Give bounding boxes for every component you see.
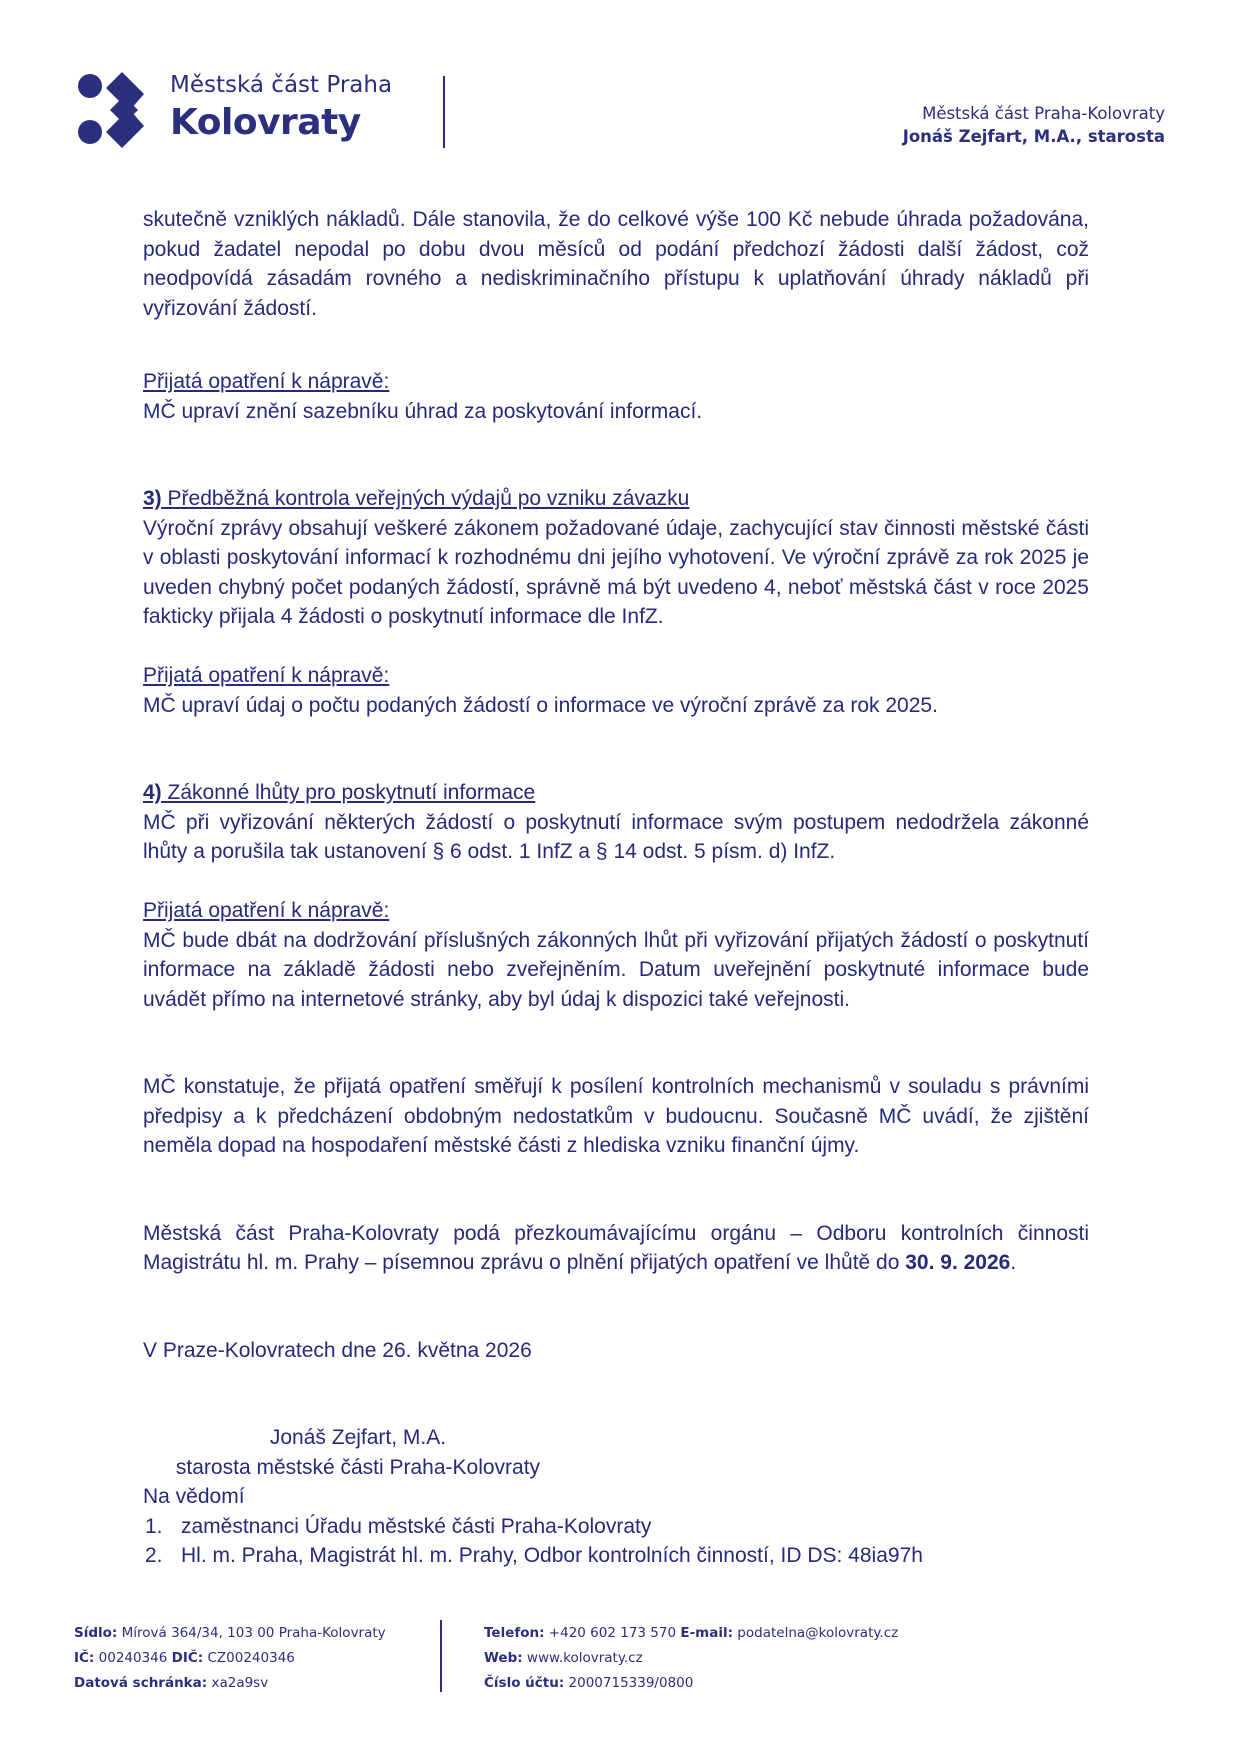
footer-sidlo [74,1621,386,1646]
cc-label: Na vědomí [143,1485,245,1508]
cc-list-item [143,1512,1089,1542]
letter-body [143,205,1089,1571]
footer-dic-label: DIČ: [171,1650,204,1666]
footer-sidlo-value: Mírová 364/34, 103 00 Praha-Kolovraty [117,1625,386,1641]
org-wordmark [170,74,392,141]
header-sender-person: Jonáš Zejfart, M.A., starosta [902,127,1165,146]
footer-ids [74,1646,386,1671]
footer-account [484,1671,898,1696]
footer-address-block [74,1621,386,1696]
cc-list [143,1512,1089,1571]
section-3-heading [143,484,1089,514]
measures-text-2: MČ upraví údaj o počtu podaných žádostí o informace ve výroční zprávě za rok 2025. [143,693,938,717]
report-deadline: 30. 9. 2026 [905,1251,1011,1274]
footer-account-value: 2000715339/0800 [564,1675,694,1691]
footer-sidlo-label: Sídlo: [74,1625,118,1641]
cc-list-number: 1. [145,1514,163,1538]
report-paragraph [143,1219,1089,1278]
section-4-text: MČ při vyřizování některých žádostí o poskytnutí informace svým postupem nedodržela zákonné lhůty a porušila tak ustanovení § 6 odst. 1 InfZ a § 14 odst. 5 písm. d) InfZ. [143,810,1089,863]
header-sender-block [903,104,1165,146]
footer-web-value: www.kolovraty.cz [522,1650,643,1666]
kolovraty-logo-icon [76,72,156,148]
signature-title: starosta městské části Praha-Kolovraty [175,1455,541,1479]
section-4-heading [143,778,1089,808]
org-name-top: Městská část Praha [170,72,393,98]
conclusion-paragraph: MČ konstatuje, že přijatá opatření směřují k posílení kontrolních mechanismů v souladu s právními předpisy a k předcházení obdobným nedostatkům v budoucnu. Současně MČ uvádí, že zjištění neměla dopad na hospodaření městské části z hlediska vzniku finanční újmy. [143,1075,1089,1157]
footer-web [484,1646,898,1671]
footer-contact [484,1621,898,1646]
measures-text-1: MČ upraví znění sazebníku úhrad za poskytování informací. [143,399,703,423]
section-3-title: Předběžná kontrola veřejných výdajů po vzniku závazku [161,487,690,510]
section-4-number: 4) [143,781,162,804]
footer-phone-value: +420 602 173 570 [544,1625,681,1641]
measures-heading-1: Přijatá opatření k nápravě: [143,370,390,393]
section-4-title: Zákonné lhůty pro poskytnutí informace [161,781,536,804]
signature-name: Jonáš Zejfart, M.A. [269,1426,447,1449]
measures-heading-3: Přijatá opatření k nápravě: [143,899,390,922]
footer-email-label: E-mail: [680,1625,734,1641]
footer-account-label: Číslo účtu: [484,1675,565,1691]
cc-list-text: Hl. m. Praha, Magistrát hl. m. Prahy, Odbor kontrolních činností, ID DS: 48ia97h [181,1544,923,1567]
footer-email-value: podatelna@kolovraty.cz [733,1625,899,1641]
footer-ds-label: Datová schránka: [74,1675,208,1691]
intro-paragraph: skutečně vzniklých nákladů. Dále stanovila, že do celkové výše 100 Kč nebude úhrada požadována, pokud žadatel nepodal po dobu dvou měsíců od podání předchozí žádosti další žádost, což neodpovídá zásadám rovného a nediskriminačního přístupu k uplatňování úhrady nákladů při vyřizování žádostí. [143,208,1089,320]
footer-phone-label: Telefon: [484,1625,545,1641]
cc-list-text: zaměstnanci Úřadu městské části Praha-Kolovraty [181,1514,652,1538]
footer-divider [440,1620,442,1692]
header-sender-org: Městská část Praha-Kolovraty [922,104,1165,123]
cc-list-item [143,1541,1089,1571]
footer-web-label: Web: [484,1650,523,1666]
cc-list-number: 2. [145,1544,163,1567]
footer-ds [74,1671,386,1696]
footer-ic-label: IČ: [74,1650,95,1666]
report-paragraph-main: Městská část Praha-Kolovraty podá přezkoumávajícímu orgánu – Odboru kontrolních činnosti Magistrátu hl. m. Prahy – písemnou zprávu o plnění přijatých opatření ve lhůtě do [143,1221,1089,1274]
measures-heading-2: Přijatá opatření k nápravě: [143,664,390,687]
measures-text-3: MČ bude dbát na dodržování příslušných zákonných lhůt při vyřizování přijatých žádostí o poskytnutí informace na základě žádosti nebo zveřejněním. Datum uveřejnění poskytnuté informace bude uvádět přímo na internetové stránky, aby byl údaj k dispozici také veřejnosti. [143,928,1089,1011]
footer-ic-value: 00240346 [94,1650,172,1666]
report-paragraph-end: . [1010,1251,1017,1274]
header-divider [443,76,445,148]
place-date: V Praze-Kolovratech dne 26. května 2026 [143,1338,532,1362]
footer-contact-block [484,1621,898,1696]
section-3-number: 3) [143,487,162,510]
section-3-text: Výroční zprávy obsahují veškeré zákonem požadované údaje, zachycující stav činnosti městské části v oblasti poskytování informací k rozhodnému dni jejího vyhotovení. Ve výroční zprávě za rok 2025 je uveden chybný počet podaných žádostí, správně má být uvedeno 4, neboť městská část v roce 2025 fakticky přijala 4 žádosti o poskytnutí informace dle InfZ. [143,516,1089,628]
footer-dic-value: CZ00240346 [203,1650,295,1666]
footer-ds-value: xa2a9sv [207,1675,269,1691]
org-name-big: Kolovraty [170,102,361,143]
